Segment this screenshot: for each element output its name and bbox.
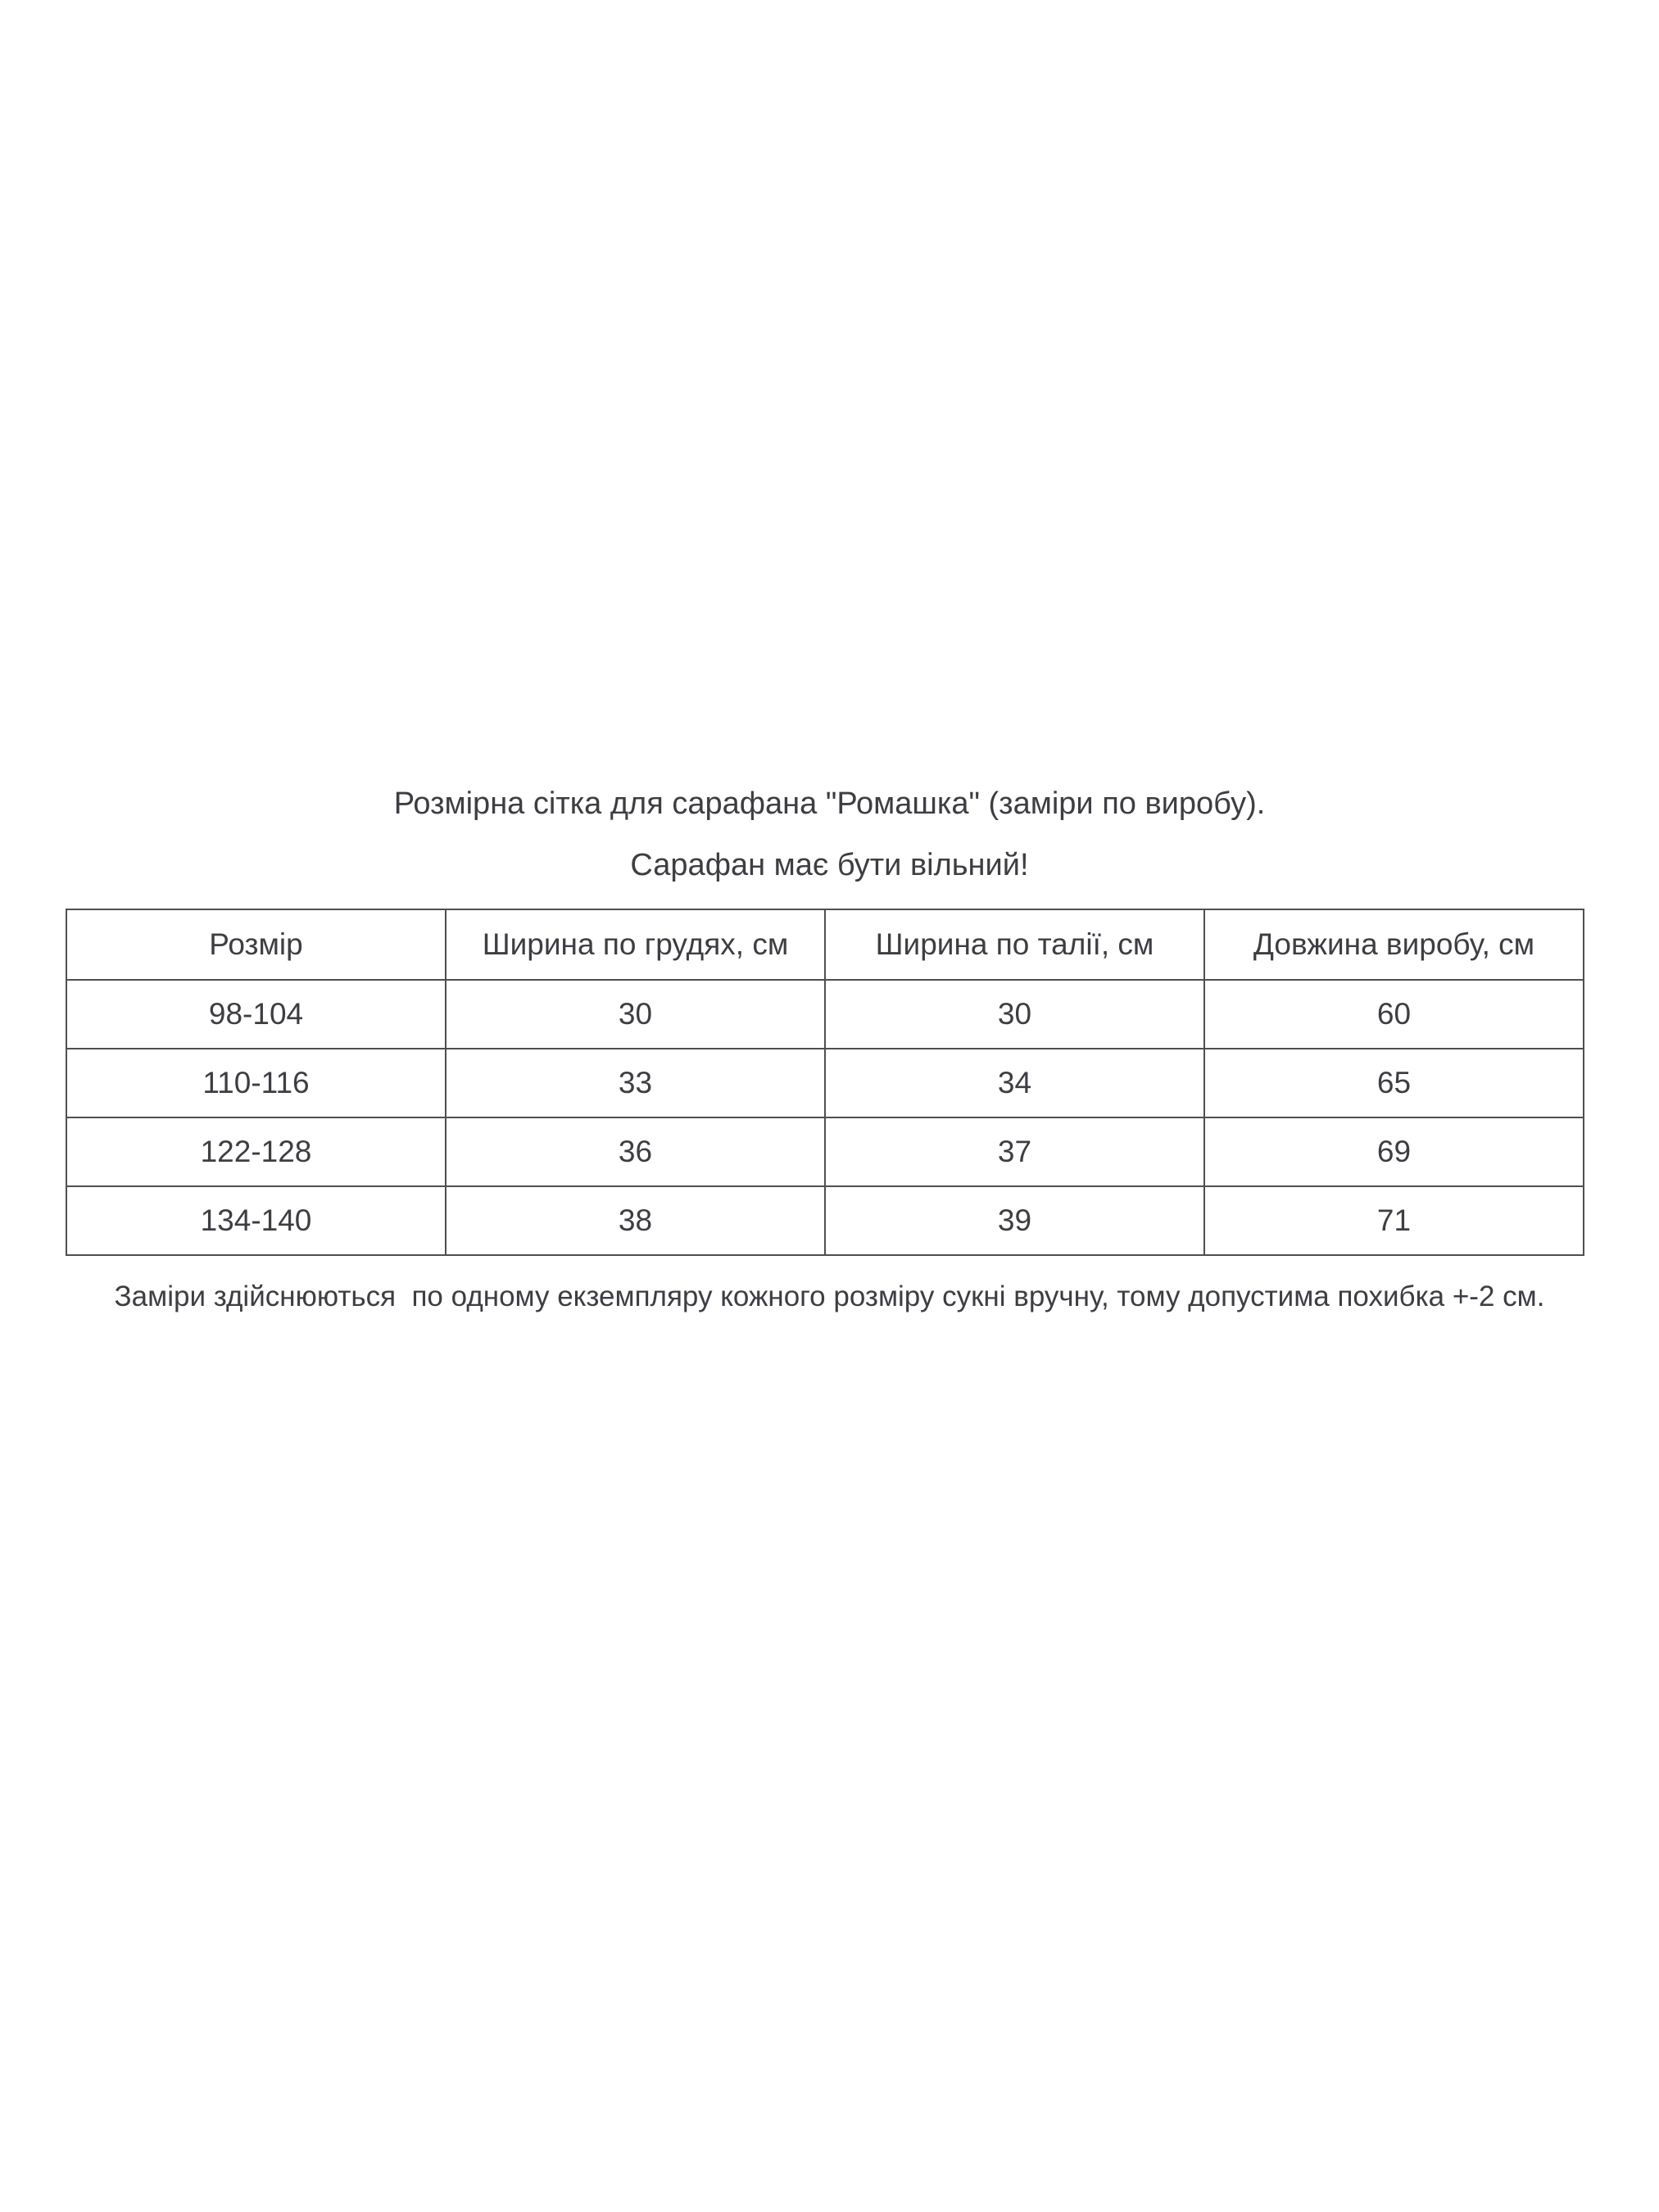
cell-waist-width: 34 xyxy=(825,1049,1204,1117)
table-header-row xyxy=(66,909,1584,980)
cell-waist-width: 37 xyxy=(825,1117,1204,1186)
cell-size: 110-116 xyxy=(66,1049,446,1117)
cell-size: 134-140 xyxy=(66,1186,446,1255)
table-row xyxy=(66,1049,1584,1117)
cell-chest-width: 36 xyxy=(446,1117,825,1186)
cell-item-length: 71 xyxy=(1204,1186,1584,1255)
cell-size: 122-128 xyxy=(66,1117,446,1186)
page-title: Розмірна сітка для сарафана "Ромашка" (заміри по виробу). xyxy=(393,786,1266,821)
cell-waist-width: 30 xyxy=(825,980,1204,1049)
cell-chest-width: 33 xyxy=(446,1049,825,1117)
cell-item-length: 60 xyxy=(1204,980,1584,1049)
size-table xyxy=(66,909,1584,1256)
table-row xyxy=(66,1186,1584,1255)
cell-waist-width: 39 xyxy=(825,1186,1204,1255)
cell-item-length: 69 xyxy=(1204,1117,1584,1186)
cell-chest-width: 30 xyxy=(446,980,825,1049)
col-header-item-length: Довжина виробу, см xyxy=(1204,909,1584,980)
table-row xyxy=(66,980,1584,1049)
col-header-size: Розмір xyxy=(66,909,446,980)
measurement-tolerance-note: Заміри здійснюються по одному екземпляру кожного розміру сукні вручну, тому допустима похибка +-2 см. xyxy=(114,1281,1545,1312)
col-header-waist-width: Ширина по талії, см xyxy=(825,909,1204,980)
table-row xyxy=(66,1117,1584,1186)
cell-chest-width: 38 xyxy=(446,1186,825,1255)
cell-item-length: 65 xyxy=(1204,1049,1584,1117)
col-header-chest-width: Ширина по грудях, см xyxy=(446,909,825,980)
cell-size: 98-104 xyxy=(66,980,446,1049)
page-subtitle: Сарафан має бути вільний! xyxy=(630,848,1029,882)
